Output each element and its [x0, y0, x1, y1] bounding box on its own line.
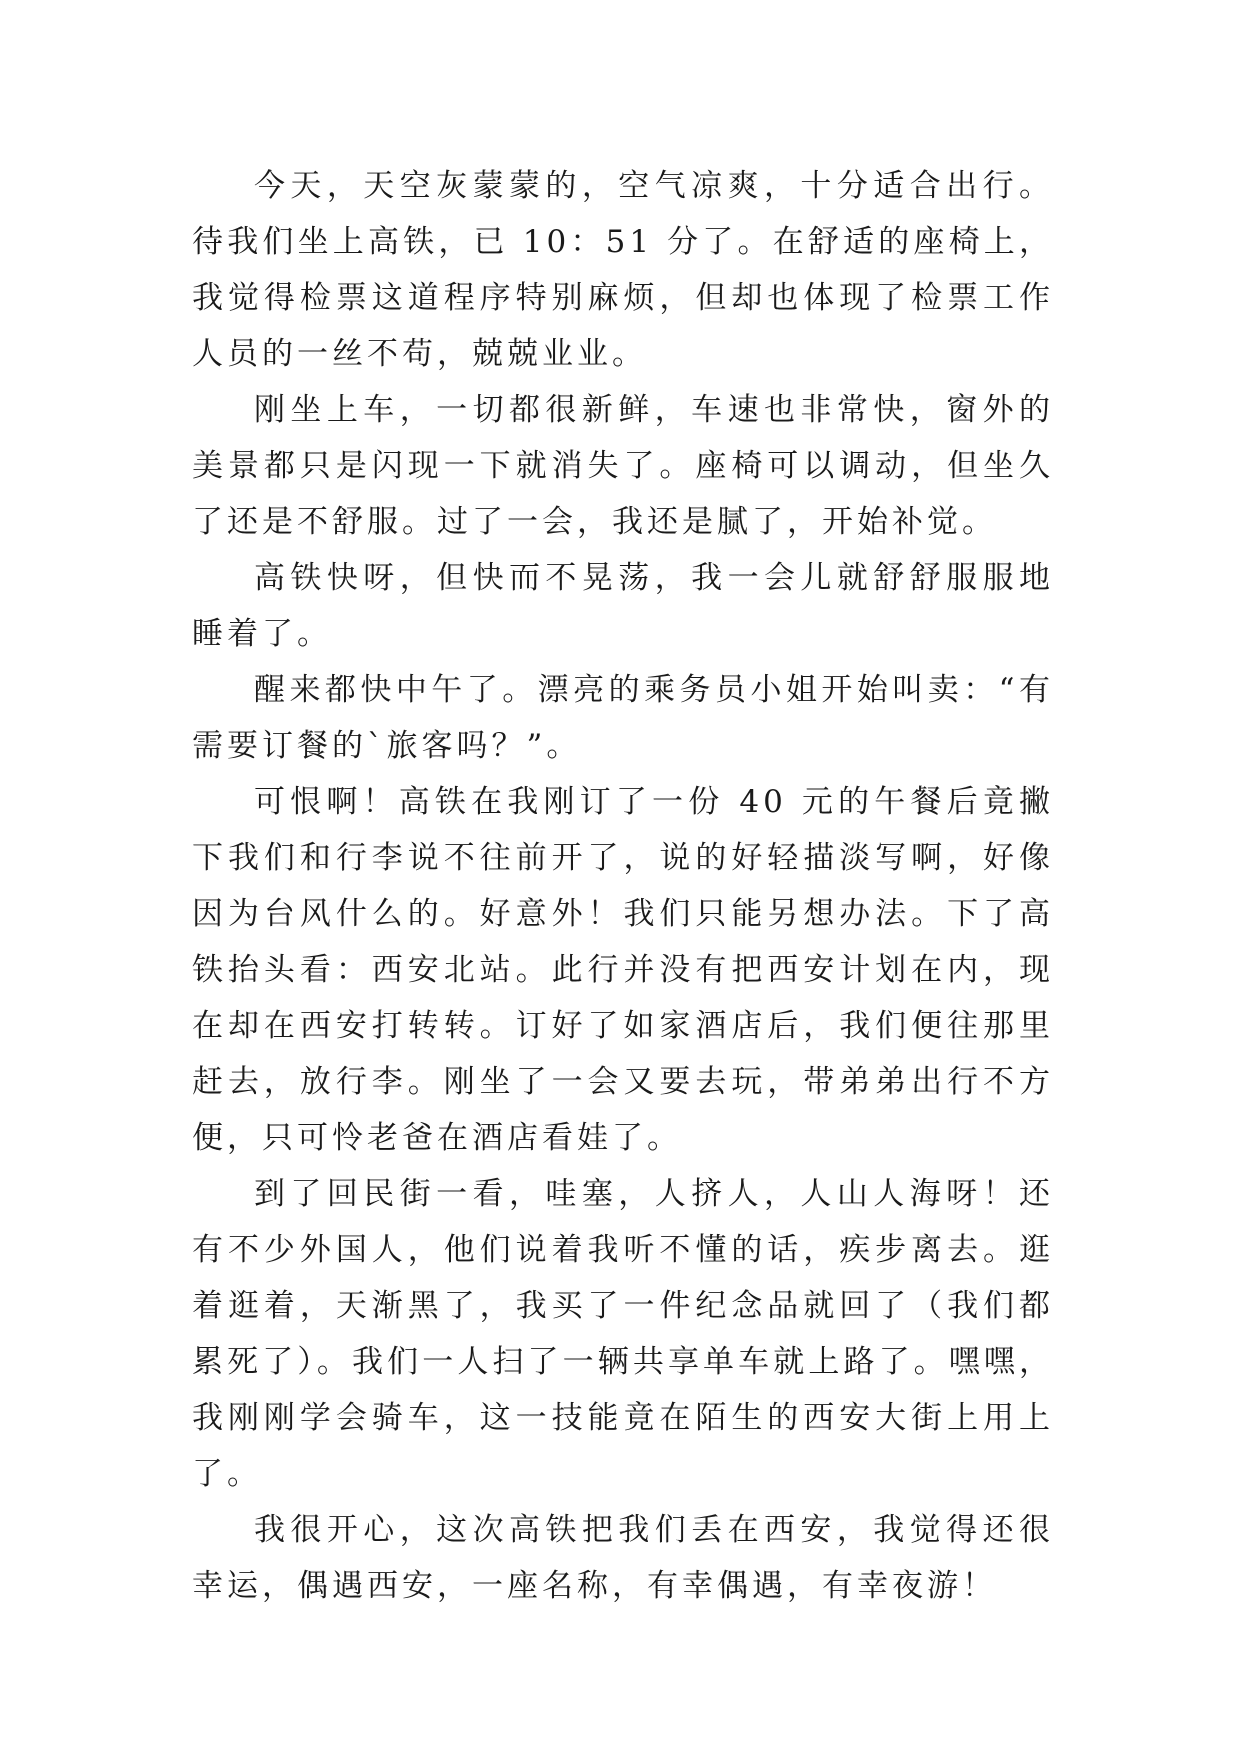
paragraph-1: 今天，天空灰蒙蒙的，空气凉爽，十分适合出行。待我们坐上高铁，已 10：51 分了。在舒适的座椅上，我觉得检票这道程序特别麻烦，但却也体现了检票工作人员的一丝不苟，兢兢业业。 — [192, 168, 1054, 372]
paragraph-4: 醒来都快中午了。漂亮的乘务员小姐开始叫卖：“有需要订餐的`旅客吗？”。 — [192, 672, 1054, 764]
paragraph-2: 刚坐上车，一切都很新鲜，车速也非常快，窗外的美景都只是闪现一下就消失了。座椅可以调动，但坐久了还是不舒服。过了一会，我还是腻了，开始补觉。 — [192, 392, 1054, 540]
paragraph-6: 到了回民街一看，哇塞，人挤人，人山人海呀！还有不少外国人，他们说着我听不懂的话，疾步离去。逛着逛着，天渐黑了，我买了一件纪念品就回了（我们都累死了）。我们一人扫了一辆共享单车就上路了。嘿嘿，我刚刚学会骑车，这一技能竟在陌生的西安大街上用上了。 — [192, 1176, 1054, 1492]
paragraph-7: 我很开心，这次高铁把我们丢在西安，我觉得还很幸运，偶遇西安，一座名称，有幸偶遇，有幸夜游！ — [192, 1512, 1054, 1604]
document-body — [192, 158, 1054, 1614]
paragraph-3: 高铁快呀，但快而不晃荡，我一会儿就舒舒服服地睡着了。 — [192, 560, 1054, 652]
paragraph-5: 可恨啊！高铁在我刚订了一份 40 元的午餐后竟撇下我们和行李说不往前开了，说的好轻描淡写啊，好像因为台风什么的。好意外！我们只能另想办法。下了高铁抬头看：西安北站。此行并没有把西安计划在内，现在却在西安打转转。订好了如家酒店后，我们便往那里赶去，放行李。刚坐了一会又要去玩，带弟弟出行不方便，只可怜老爸在酒店看娃了。 — [192, 784, 1054, 1156]
